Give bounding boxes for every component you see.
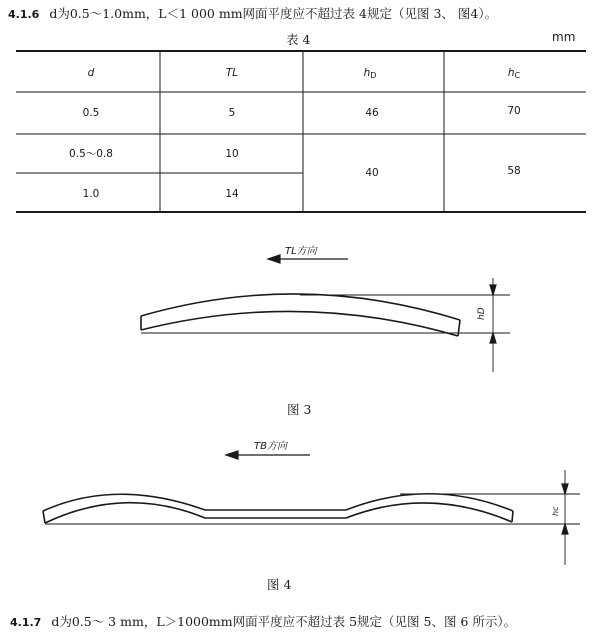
table-cell: 14	[225, 188, 239, 200]
table-cell: 0.5～0.8	[69, 148, 113, 160]
figure-3-caption: 图 3	[287, 402, 312, 417]
table-cell: 1.0	[82, 188, 100, 200]
clause-text: d为0.5～ 3 mm，L＞1000mm网面平度应不超过表 5规定（见图 5、图 6 所示）。	[51, 614, 517, 629]
col-header-tl: TL	[225, 67, 239, 79]
table-caption: 表 4	[286, 32, 311, 47]
height-label: hc	[551, 506, 560, 516]
dimension-arrow-icon	[562, 484, 568, 494]
col-header-d: d	[87, 67, 95, 79]
table-cell: 46	[365, 107, 379, 119]
table-unit: mm	[552, 30, 576, 44]
col-header-hc: hC	[507, 67, 521, 80]
table-cell: 10	[225, 148, 239, 160]
direction-label: TL方向	[285, 246, 317, 257]
clause-4-1-7	[10, 614, 516, 631]
table-cell: 0.5	[82, 107, 100, 119]
clause-number: 4.1.6	[8, 8, 40, 21]
table-cell: 70	[507, 105, 521, 117]
table-cell-merged: 40	[365, 167, 379, 179]
table-cell-merged: 58	[507, 165, 521, 177]
plate-bottom-curve	[45, 503, 512, 523]
table-cell: 5	[228, 107, 236, 119]
col-header-hd: hD	[363, 67, 377, 80]
plate-top-curve	[43, 494, 513, 511]
figure-4-caption: 图 4	[267, 577, 292, 592]
clause-number: 4.1.7	[10, 616, 42, 629]
arrow-head-icon	[226, 451, 238, 459]
height-label: hD	[477, 307, 487, 320]
dimension-arrow-icon	[562, 524, 568, 534]
direction-label: TB方向	[254, 441, 287, 452]
clause-text: d为0.5～1.0mm，L＜1 000 mm网面平度应不超过表 4规定（见图 3、 图4）。	[49, 6, 498, 21]
